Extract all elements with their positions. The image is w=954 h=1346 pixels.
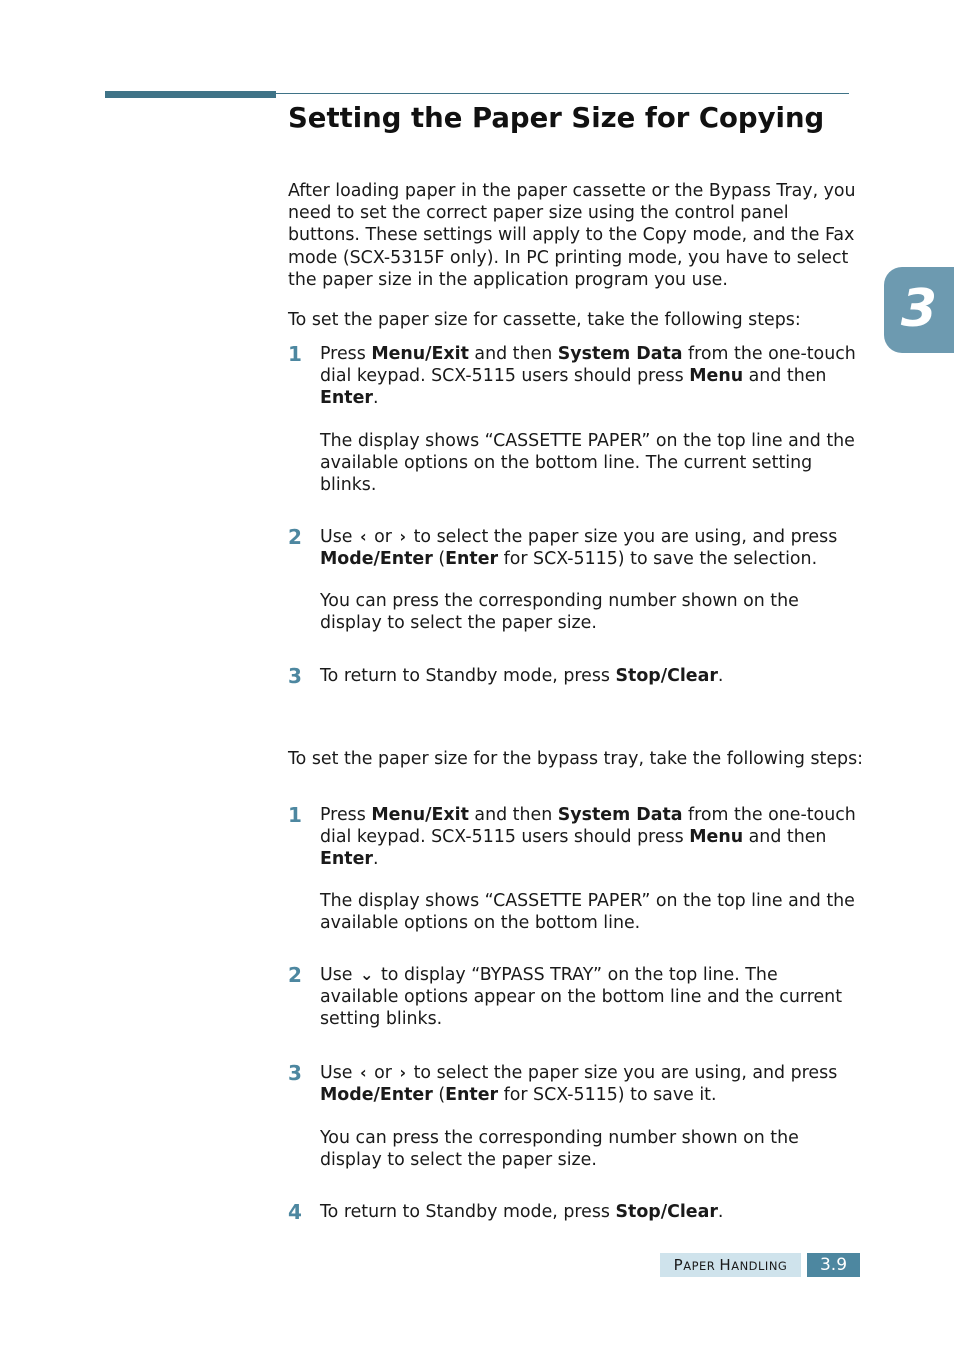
cassette-step-2-text: Use ‹ or › to select the paper size you are using, and press Mode/Enter (Enter for SCX-5115) to save the selection. [320, 527, 838, 570]
bypass-step-3-note: You can press the corresponding number shown on the display to select the paper size. [320, 1128, 799, 1171]
left-arrow-icon: ‹ [360, 527, 367, 546]
footer-page-number: 3.9 [807, 1253, 860, 1277]
right-arrow-icon: › [399, 527, 407, 546]
right-arrow-icon: › [399, 1063, 407, 1082]
cassette-lead: To set the paper size for cassette, take the following steps: [288, 310, 801, 330]
cassette-step-1-text: Press Menu/Exit and then System Data from the one-touch dial keypad. SCX-5115 users should press Menu and then Enter. [320, 344, 856, 409]
cassette-step-2-note: You can press the corresponding number shown on the display to select the paper size. [320, 591, 799, 634]
bypass-step-1-note: The display shows “CASSETTE PAPER” on the top line and the available options on the bottom line. [320, 891, 855, 934]
bypass-lead: To set the paper size for the bypass tray, take the following steps: [288, 749, 863, 769]
bypass-step-4-number: 4 [288, 1200, 302, 1224]
bypass-step-3-text: Use ‹ or › to select the paper size you are using, and press Mode/Enter (Enter for SCX-5115) to save it. [320, 1063, 838, 1106]
intro-paragraph: After loading paper in the paper cassette or the Bypass Tray, you need to set the correct paper size using the control panel buttons. These settings will apply to the Copy mode, and the Fax mode (SCX-5315F only). In PC printing mode, you have to select the paper size in the application program you use. [288, 181, 856, 290]
down-arrow-icon: ⌄ [360, 965, 374, 984]
header-rule-thick [105, 91, 276, 98]
footer-section-label: PAPER HANDLING [660, 1253, 801, 1277]
bypass-step-1-text: Press Menu/Exit and then System Data from the one-touch dial keypad. SCX-5115 users should press Menu and then Enter. [320, 805, 856, 870]
cassette-step-2-number: 2 [288, 525, 302, 549]
cassette-step-3-text: To return to Standby mode, press Stop/Clear. [320, 666, 724, 686]
bypass-step-2-text: Use ⌄ to display “BYPASS TRAY” on the top line. The available options appear on the bottom line and the current setting blinks. [320, 965, 843, 1030]
cassette-step-3-number: 3 [288, 664, 302, 688]
cassette-step-1-note: The display shows “CASSETTE PAPER” on the top line and the available options on the bottom line. The current setting blinks. [320, 431, 855, 496]
bypass-step-3-number: 3 [288, 1061, 302, 1085]
page-title: Setting the Paper Size for Copying [288, 102, 825, 134]
bypass-step-4-text: To return to Standby mode, press Stop/Clear. [320, 1202, 724, 1222]
left-arrow-icon: ‹ [360, 1063, 367, 1082]
header-rule-thin [276, 93, 849, 94]
chapter-number: 3 [900, 279, 938, 339]
bypass-step-2-number: 2 [288, 963, 302, 987]
bypass-step-1-number: 1 [288, 803, 302, 827]
cassette-step-1-number: 1 [288, 342, 302, 366]
chapter-tab [884, 267, 954, 353]
